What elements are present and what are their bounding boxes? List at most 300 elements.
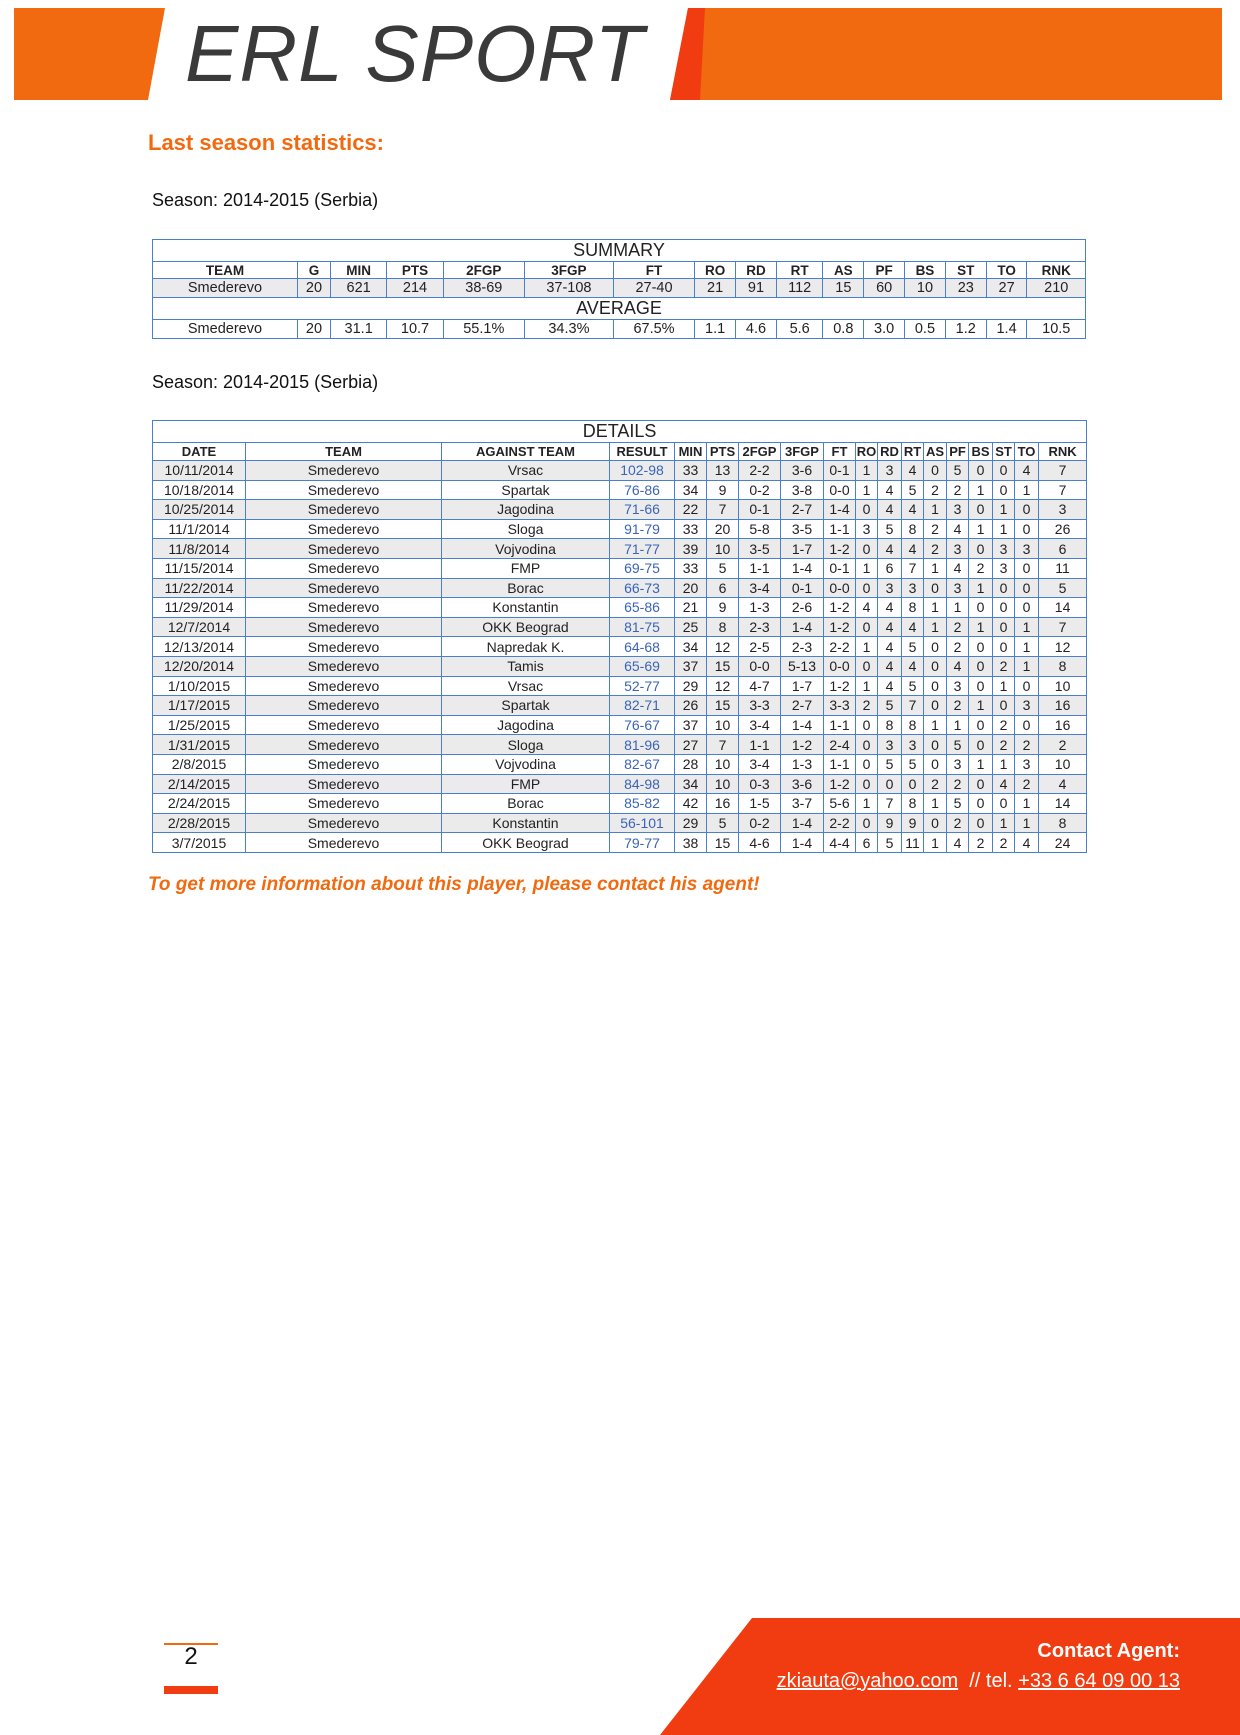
details-cell: Smederevo (246, 833, 442, 853)
details-cell: 6 (878, 558, 902, 578)
details-cell: 3 (856, 519, 878, 539)
details-cell: 3-3 (824, 696, 856, 716)
summary-average-cell: 67.5% (613, 320, 694, 339)
details-cell: 0 (878, 774, 902, 794)
summary-average-cell: 0.8 (823, 320, 864, 339)
details-body (153, 461, 1087, 853)
details-cell: 0 (993, 794, 1015, 814)
details-cell: 4 (902, 656, 924, 676)
details-cell: Smederevo (246, 715, 442, 735)
details-cell: 14 (1039, 598, 1087, 618)
summary-totals-cell: 27 (986, 279, 1027, 298)
details-cell: 1-7 (781, 539, 824, 559)
details-cell: 4 (878, 637, 902, 657)
details-cell: 2 (993, 833, 1015, 853)
details-cell: 1-1 (824, 519, 856, 539)
details-cell: 4 (878, 598, 902, 618)
details-cell: 3 (947, 754, 969, 774)
details-header-cell: RESULT (610, 443, 675, 461)
details-cell: 8 (902, 794, 924, 814)
details-cell: 4 (947, 656, 969, 676)
details-cell: 7 (902, 696, 924, 716)
summary-totals-cell: Smederevo (153, 279, 298, 298)
details-cell: 64-68 (610, 637, 675, 657)
details-cell: 0 (924, 656, 947, 676)
details-cell: Smederevo (246, 480, 442, 500)
details-cell: 5 (707, 813, 739, 833)
details-cell: 39 (675, 539, 707, 559)
details-header-cell: 3FGP (781, 443, 824, 461)
details-cell: Smederevo (246, 676, 442, 696)
details-cell: 0 (969, 637, 993, 657)
table-row (153, 754, 1087, 774)
table-row (153, 519, 1087, 539)
details-cell: 2 (924, 480, 947, 500)
details-cell: 2 (993, 656, 1015, 676)
details-cell: 4 (902, 617, 924, 637)
details-cell: 10 (707, 715, 739, 735)
details-cell: 82-71 (610, 696, 675, 716)
details-cell: 0 (856, 735, 878, 755)
details-cell: 2 (924, 774, 947, 794)
details-cell: Spartak (442, 696, 610, 716)
summary-header-cell: ST (945, 262, 986, 279)
details-cell: 5-8 (739, 519, 781, 539)
summary-header-cell: TO (986, 262, 1027, 279)
details-cell: 1-2 (824, 539, 856, 559)
details-cell: 27 (675, 735, 707, 755)
summary-average-cell: 1.2 (945, 320, 986, 339)
summary-average-cell: 20 (297, 320, 330, 339)
details-cell: 0 (856, 656, 878, 676)
details-cell: 0 (924, 461, 947, 481)
details-cell: 4 (878, 500, 902, 520)
summary-totals-cell: 15 (823, 279, 864, 298)
summary-average-cell: 1.1 (695, 320, 736, 339)
details-cell: Vojvodina (442, 539, 610, 559)
contact-agent-note: To get more information about this player, please contact his agent! (148, 874, 760, 895)
summary-totals-cell: 112 (776, 279, 823, 298)
table-row (153, 794, 1087, 814)
summary-average-cell: 3.0 (864, 320, 905, 339)
details-cell: 3-4 (739, 754, 781, 774)
table-row (153, 656, 1087, 676)
summary-header-cell: RT (776, 262, 823, 279)
details-cell: 9 (902, 813, 924, 833)
details-header-cell: AGAINST TEAM (442, 443, 610, 461)
table-row (153, 598, 1087, 618)
details-cell: 82-67 (610, 754, 675, 774)
details-cell: Smederevo (246, 617, 442, 637)
details-cell: 4-7 (739, 676, 781, 696)
details-cell: 10 (707, 539, 739, 559)
details-cell: 2 (1015, 774, 1039, 794)
details-cell: 1/17/2015 (153, 696, 246, 716)
details-header-cell: ST (993, 443, 1015, 461)
details-cell: 1 (856, 558, 878, 578)
details-cell: 20 (675, 578, 707, 598)
summary-average-cell: 1.4 (986, 320, 1027, 339)
details-cell: 34 (675, 774, 707, 794)
details-cell: 0 (924, 754, 947, 774)
details-header-cell: BS (969, 443, 993, 461)
details-cell: 2 (924, 519, 947, 539)
details-cell: 8 (902, 598, 924, 618)
agent-phone-link[interactable]: +33 6 64 09 00 13 (1018, 1670, 1180, 1692)
details-cell: Konstantin (442, 598, 610, 618)
details-cell: 0 (993, 617, 1015, 637)
details-cell: 5 (902, 676, 924, 696)
details-cell: 2/28/2015 (153, 813, 246, 833)
details-cell: 10 (1039, 754, 1087, 774)
details-cell: 0 (856, 539, 878, 559)
details-cell: 0 (856, 617, 878, 637)
summary-header-cell: PTS (387, 262, 443, 279)
details-cell: Spartak (442, 480, 610, 500)
summary-header-cell: AS (823, 262, 864, 279)
details-cell: 8 (1039, 656, 1087, 676)
details-cell: OKK Beograd (442, 617, 610, 637)
details-cell: 3-5 (739, 539, 781, 559)
details-cell: 0 (1015, 578, 1039, 598)
details-cell: 4-6 (739, 833, 781, 853)
details-cell: 4 (947, 519, 969, 539)
details-cell: Vojvodina (442, 754, 610, 774)
details-cell: 2-7 (781, 696, 824, 716)
details-cell: 29 (675, 813, 707, 833)
details-header-cell: TO (1015, 443, 1039, 461)
details-cell: 34 (675, 480, 707, 500)
summary-header-cell: RNK (1027, 262, 1086, 279)
details-cell: 5 (947, 461, 969, 481)
details-cell: 0 (1015, 558, 1039, 578)
details-cell: 1 (969, 578, 993, 598)
details-cell: 71-77 (610, 539, 675, 559)
details-header-cell: MIN (675, 443, 707, 461)
agent-email-link[interactable]: zkiauta@yahoo.com (776, 1670, 959, 1692)
details-cell: 0 (969, 461, 993, 481)
details-cell: 3 (878, 461, 902, 481)
details-cell: 2-5 (739, 637, 781, 657)
details-cell: Borac (442, 578, 610, 598)
details-cell: 0 (993, 461, 1015, 481)
details-cell: 4 (878, 539, 902, 559)
details-cell: 91-79 (610, 519, 675, 539)
details-cell: 11/8/2014 (153, 539, 246, 559)
details-cell: 7 (707, 735, 739, 755)
details-cell: 10/25/2014 (153, 500, 246, 520)
details-cell: 10 (1039, 676, 1087, 696)
details-cell: 8 (707, 617, 739, 637)
details-cell: 15 (707, 656, 739, 676)
details-cell: 1-4 (781, 558, 824, 578)
details-cell: 16 (707, 794, 739, 814)
details-cell: Smederevo (246, 656, 442, 676)
summary-average-cell: 0.5 (905, 320, 946, 339)
summary-average-cell: 34.3% (524, 320, 613, 339)
details-cell: 0 (1015, 598, 1039, 618)
details-cell: 11/29/2014 (153, 598, 246, 618)
details-cell: 0-0 (824, 480, 856, 500)
details-cell: 1 (856, 461, 878, 481)
details-cell: 12 (707, 637, 739, 657)
details-cell: 1 (993, 500, 1015, 520)
details-cell: 0 (969, 656, 993, 676)
details-cell: 33 (675, 558, 707, 578)
details-cell: 1 (1015, 480, 1039, 500)
details-cell: 15 (707, 833, 739, 853)
details-cell: 1 (924, 794, 947, 814)
details-cell: 1 (993, 676, 1015, 696)
summary-average-cell: 55.1% (443, 320, 524, 339)
table-row (153, 715, 1087, 735)
table-row (153, 637, 1087, 657)
details-cell: OKK Beograd (442, 833, 610, 853)
details-cell: 1 (969, 696, 993, 716)
details-cell: 12/13/2014 (153, 637, 246, 657)
table-row (153, 676, 1087, 696)
details-cell: 84-98 (610, 774, 675, 794)
details-cell: Smederevo (246, 539, 442, 559)
details-cell: 4 (1015, 461, 1039, 481)
details-cell: 7 (1039, 461, 1087, 481)
details-cell: 56-101 (610, 813, 675, 833)
summary-totals-cell: 38-69 (443, 279, 524, 298)
details-cell: 11/1/2014 (153, 519, 246, 539)
details-cell: 12 (1039, 637, 1087, 657)
summary-header-cell: RD (736, 262, 777, 279)
details-cell: 0 (924, 696, 947, 716)
details-cell: 3-6 (781, 774, 824, 794)
details-cell: Konstantin (442, 813, 610, 833)
details-cell: Smederevo (246, 578, 442, 598)
details-cell: 0-2 (739, 813, 781, 833)
details-cell: 1-2 (781, 735, 824, 755)
details-cell: 24 (1039, 833, 1087, 853)
details-cell: 16 (1039, 715, 1087, 735)
details-cell: 0 (993, 598, 1015, 618)
summary-caption: SUMMARY (153, 240, 1086, 262)
details-cell: 1 (1015, 656, 1039, 676)
details-cell: 5 (878, 754, 902, 774)
details-cell: Smederevo (246, 558, 442, 578)
details-cell: 12/7/2014 (153, 617, 246, 637)
details-cell: 52-77 (610, 676, 675, 696)
details-cell: Borac (442, 794, 610, 814)
details-cell: 1-1 (739, 558, 781, 578)
details-cell: 76-86 (610, 480, 675, 500)
details-cell: 4 (878, 617, 902, 637)
details-cell: 42 (675, 794, 707, 814)
details-cell: 33 (675, 461, 707, 481)
summary-totals-cell: 23 (945, 279, 986, 298)
details-cell: 16 (1039, 696, 1087, 716)
details-cell: 0 (969, 676, 993, 696)
details-cell: 0 (924, 637, 947, 657)
details-cell: Smederevo (246, 735, 442, 755)
details-caption: DETAILS (153, 421, 1087, 443)
details-cell: 10/18/2014 (153, 480, 246, 500)
summary-header-cell: TEAM (153, 262, 298, 279)
summary-totals-cell: 37-108 (524, 279, 613, 298)
details-cell: 1/10/2015 (153, 676, 246, 696)
details-cell: 0 (924, 676, 947, 696)
contact-agent-label: Contact Agent: (1037, 1640, 1180, 1662)
details-cell: Smederevo (246, 461, 442, 481)
details-cell: 3 (902, 735, 924, 755)
summary-totals-cell: 91 (736, 279, 777, 298)
details-cell: 11/22/2014 (153, 578, 246, 598)
details-cell: 7 (878, 794, 902, 814)
details-header-row (153, 443, 1087, 461)
brand-logo: ERL SPORT (185, 9, 645, 98)
details-cell: 2-4 (824, 735, 856, 755)
details-cell: 0 (969, 715, 993, 735)
details-cell: 4 (1015, 833, 1039, 853)
details-cell: 9 (707, 480, 739, 500)
details-cell: 5 (902, 637, 924, 657)
details-cell: FMP (442, 774, 610, 794)
details-cell: 81-75 (610, 617, 675, 637)
details-cell: 76-67 (610, 715, 675, 735)
details-cell: 21 (675, 598, 707, 618)
details-cell: 3 (947, 500, 969, 520)
details-cell: 2/8/2015 (153, 754, 246, 774)
details-cell: 3 (902, 578, 924, 598)
details-cell: 1 (924, 558, 947, 578)
details-cell: 7 (707, 500, 739, 520)
summary-totals-cell: 20 (297, 279, 330, 298)
details-cell: 0 (856, 754, 878, 774)
details-cell: 6 (707, 578, 739, 598)
table-row (153, 461, 1087, 481)
details-cell: 1 (856, 480, 878, 500)
details-cell: Smederevo (246, 696, 442, 716)
details-cell: 2 (947, 774, 969, 794)
details-cell: 0 (856, 578, 878, 598)
details-cell: 3-6 (781, 461, 824, 481)
details-cell: 5 (947, 735, 969, 755)
details-cell: 1-4 (781, 813, 824, 833)
details-cell: 2 (993, 715, 1015, 735)
details-cell: 2 (947, 696, 969, 716)
summary-average-cell: 10.5 (1027, 320, 1086, 339)
details-cell: 3-3 (739, 696, 781, 716)
details-cell: 81-96 (610, 735, 675, 755)
table-row (153, 480, 1087, 500)
details-cell: 3-4 (739, 715, 781, 735)
details-cell: 2 (993, 735, 1015, 755)
contact-separator: // tel. (958, 1670, 1019, 1692)
details-cell: 15 (707, 696, 739, 716)
season-label-details: Season: 2014-2015 (Serbia) (152, 372, 379, 392)
details-cell: 0-1 (824, 558, 856, 578)
details-cell: 10/11/2014 (153, 461, 246, 481)
summary-totals-cell: 60 (864, 279, 905, 298)
details-cell: 1-1 (824, 754, 856, 774)
details-cell: 8 (902, 715, 924, 735)
details-cell: 11 (902, 833, 924, 853)
details-cell: 5-6 (824, 794, 856, 814)
details-cell: 3 (1015, 754, 1039, 774)
details-cell: 2/24/2015 (153, 794, 246, 814)
details-cell: 0 (856, 813, 878, 833)
details-cell: 0 (924, 813, 947, 833)
details-cell: 0 (993, 696, 1015, 716)
details-cell: 1-7 (781, 676, 824, 696)
details-cell: 3 (878, 578, 902, 598)
details-cell: 2 (924, 539, 947, 559)
details-cell: 0 (969, 813, 993, 833)
summary-header-cell: PF (864, 262, 905, 279)
details-cell: 1 (993, 813, 1015, 833)
details-cell: 8 (878, 715, 902, 735)
details-cell: 0 (1015, 715, 1039, 735)
details-cell: 1-1 (739, 735, 781, 755)
details-cell: 0 (993, 637, 1015, 657)
details-header-cell: RD (878, 443, 902, 461)
details-header-cell: TEAM (246, 443, 442, 461)
details-cell: 0-3 (739, 774, 781, 794)
details-cell: 102-98 (610, 461, 675, 481)
details-cell: 7 (1039, 480, 1087, 500)
details-cell: 3 (993, 539, 1015, 559)
details-cell: 33 (675, 519, 707, 539)
details-cell: 1-2 (824, 676, 856, 696)
details-cell: 10 (707, 754, 739, 774)
details-cell: 7 (902, 558, 924, 578)
details-cell: Smederevo (246, 500, 442, 520)
details-cell: 5 (707, 558, 739, 578)
details-cell: 0 (924, 578, 947, 598)
details-header-cell: PTS (707, 443, 739, 461)
details-cell: 1 (993, 754, 1015, 774)
summary-header-cell: MIN (330, 262, 386, 279)
details-cell: 2-2 (824, 637, 856, 657)
details-header-cell: RNK (1039, 443, 1087, 461)
details-cell: 1 (856, 676, 878, 696)
details-cell: 1 (1015, 617, 1039, 637)
details-cell: 1-4 (781, 715, 824, 735)
details-cell: 2/14/2015 (153, 774, 246, 794)
details-cell: Vrsac (442, 676, 610, 696)
details-cell: 1/31/2015 (153, 735, 246, 755)
summary-header-cell: FT (613, 262, 694, 279)
details-cell: 5 (902, 754, 924, 774)
details-cell: 4-4 (824, 833, 856, 853)
details-cell: Vrsac (442, 461, 610, 481)
details-cell: 3-5 (781, 519, 824, 539)
details-cell: Smederevo (246, 598, 442, 618)
summary-totals-cell: 10 (905, 279, 946, 298)
details-cell: 1 (924, 833, 947, 853)
details-cell: 0-1 (824, 461, 856, 481)
details-cell: 4 (993, 774, 1015, 794)
details-cell: 2 (969, 833, 993, 853)
details-cell: 29 (675, 676, 707, 696)
details-cell: 8 (902, 519, 924, 539)
summary-totals-cell: 21 (695, 279, 736, 298)
details-cell: 1-2 (824, 598, 856, 618)
details-cell: FMP (442, 558, 610, 578)
summary-average-row (153, 320, 1086, 339)
table-row (153, 500, 1087, 520)
details-cell: 5 (878, 833, 902, 853)
season-label-summary: Season: 2014-2015 (Serbia) (152, 190, 379, 210)
summary-table (152, 239, 1086, 339)
details-cell: 1-1 (824, 715, 856, 735)
details-cell: 3 (947, 539, 969, 559)
